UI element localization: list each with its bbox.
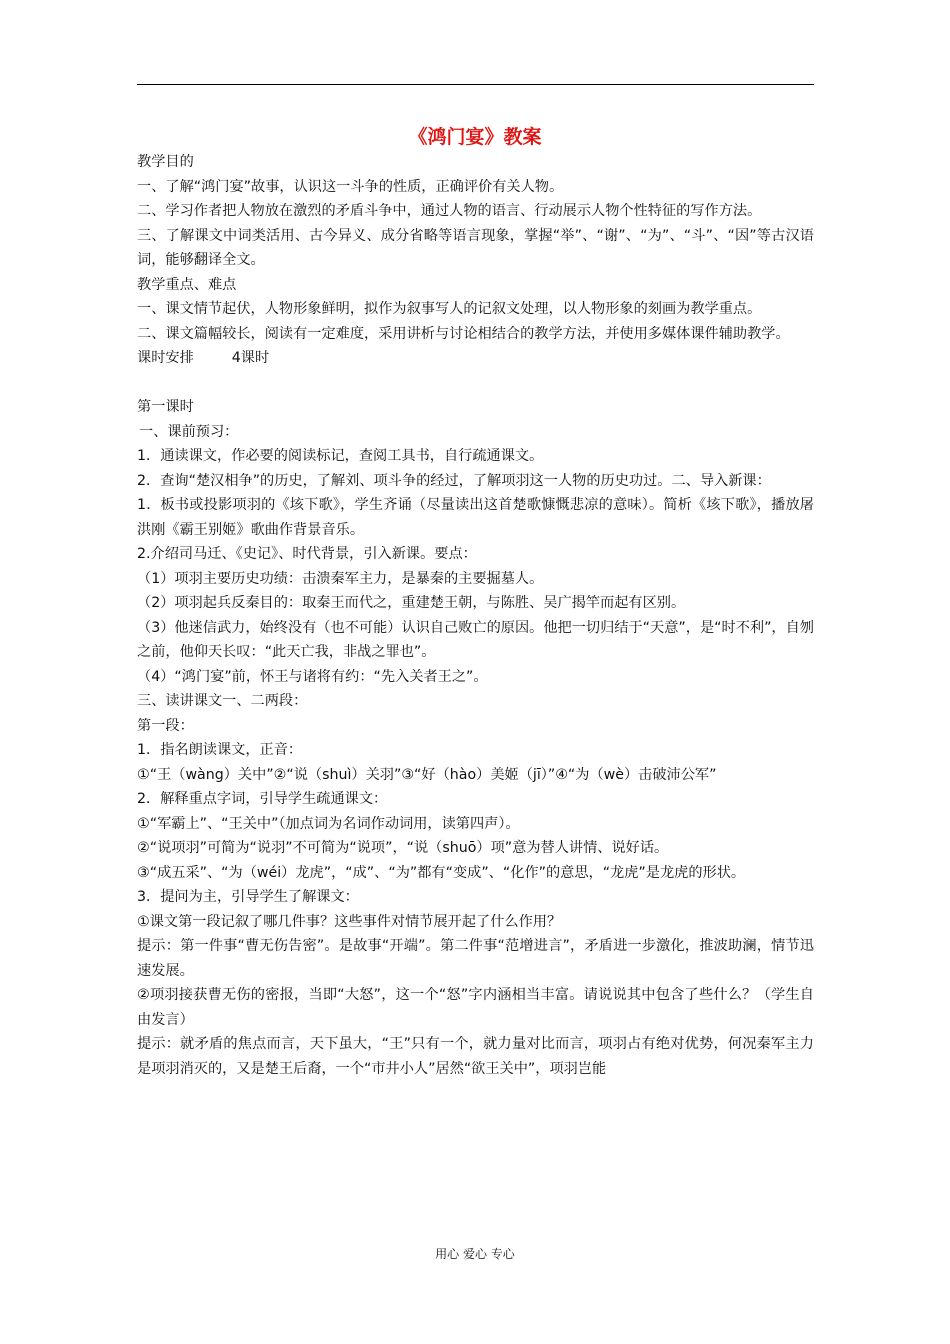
header-rule	[137, 84, 814, 85]
paragraph: 2．查询“楚汉相争”的历史，了解刘、项斗争的经过，了解项羽这一人物的历史功过。二、导入新课：	[137, 472, 771, 489]
paragraph: 一、了解“鸿门宴”故事，认识这一斗争的性质，正确评价有关人物。	[137, 178, 564, 195]
paragraph: 一、课文情节起伏，人物形象鲜明，拟作为叙事写人的记叙文处理，以人物形象的刻画为教学重点。	[137, 301, 762, 317]
paragraph: ③“成五采”、“为（wéi）龙虎”，“成”、“为”都有“变成”、“化作”的意思，“龙虎”是龙虎的形状。	[137, 864, 746, 881]
paragraph: 1．通读课文，作必要的阅读标记，查阅工具书，自行疏通课文。	[137, 448, 544, 464]
paragraph: 第一段：	[137, 717, 194, 734]
paragraph: 三、了解课文中词类活用、古今异义、成分省略等语言现象，掌握“举”、“谢”、“为”、“斗”、“因”等古汉语词，能够翻译全文。	[137, 227, 814, 268]
paragraph: 2.介绍司马迁、《史记》、时代背景，引入新课。要点：	[137, 546, 477, 562]
paragraph: ②项羽接获曹无伤的密报，当即“大怒”，这一个“怒”字内涵相当丰富。请说说其中包含了些什么？（学生自由发言）	[137, 987, 814, 1028]
section-heading: 第一课时	[137, 399, 194, 415]
paragraph: 1．指名朗读课文，正音：	[137, 742, 303, 758]
page-title: 《鸿门宴》教案	[408, 126, 542, 148]
paragraph: （3）他迷信武力，始终没有（也不可能）认识自己败亡的原因。他把一切归结于“天意”，是“时不利”，自刎之前，他仰天长叹：“此天亡我，非战之罪也”。	[137, 619, 814, 660]
paragraph: 提示：第一件事“曹无伤告密”。是故事“开端”。第二件事“范增进言”，矛盾进一步激化，推波助澜，情节迅速发展。	[137, 938, 814, 979]
paragraph: 1．板书或投影项羽的《垓下歌》，学生齐诵（尽量读出这首楚歌慷慨悲凉的意味）。简析《垓下歌》，播放屠洪刚《霸王别姬》歌曲作背景音乐。	[137, 497, 814, 538]
page-footer: 用心 爱心 专心	[435, 1247, 515, 1261]
paragraph: ②“说项羽”可简为“说羽”不可简为“说项”，“说（shuō）项”意为替人讲情、说好话。	[137, 840, 669, 856]
paragraph: ①课文第一段记叙了哪几件事？这些事件对情节展开起了什么作用？	[137, 913, 562, 930]
section-heading: 教学目的	[137, 154, 194, 170]
paragraph: 一、课前预习：	[139, 423, 239, 440]
paragraph: 二、学习作者把人物放在激烈的矛盾斗争中，通过人物的语言、行动展示人物个性特征的写作方法。	[137, 203, 762, 219]
paragraph: ①“王（wàng）关中”②“说（shuì）关羽”③“好（hào）美姬（jī）”④“为（wè）击破沛公军”	[137, 766, 717, 783]
schedule-value: 4课时	[231, 350, 270, 366]
paragraph: 二、课文篇幅较长，阅读有一定难度，采用讲析与讨论相结合的教学方法，并使用多媒体课件辅助教学。	[137, 325, 790, 342]
paragraph: （1）项羽主要历史功绩：击溃秦军主力，是暴秦的主要掘墓人。	[137, 570, 544, 587]
paragraph: ①“军霸上”、“王关中”（加点词为名词作动词用，读第四声）。	[137, 815, 520, 832]
schedule-label: 课时安排	[137, 350, 194, 366]
blank-line	[137, 371, 814, 396]
paragraph: 3．提问为主，引导学生了解课文：	[137, 889, 359, 905]
paragraph: 提示：就矛盾的焦点而言，天下虽大，“王”只有一个，就力量对比而言，项羽占有绝对优势，何况秦军主力是项羽消灭的，又是楚王后裔，一个“市井小人”居然“欲王关中”，项羽岂能	[137, 1036, 814, 1077]
paragraph: 2．解释重点字词，引导学生疏通课文：	[137, 791, 388, 807]
document-body	[137, 150, 814, 1081]
paragraph: （2）项羽起兵反秦目的：取秦王而代之，重建楚王朝，与陈胜、吴广揭竿而起有区别。	[137, 595, 686, 611]
paragraph: 三、读讲课文一、二两段：	[137, 693, 308, 709]
schedule-line	[137, 346, 814, 371]
section-heading: 教学重点、难点	[137, 276, 237, 293]
paragraph: （4）“鸿门宴”前，怀王与诸将有约：“先入关者王之”。	[137, 668, 488, 685]
